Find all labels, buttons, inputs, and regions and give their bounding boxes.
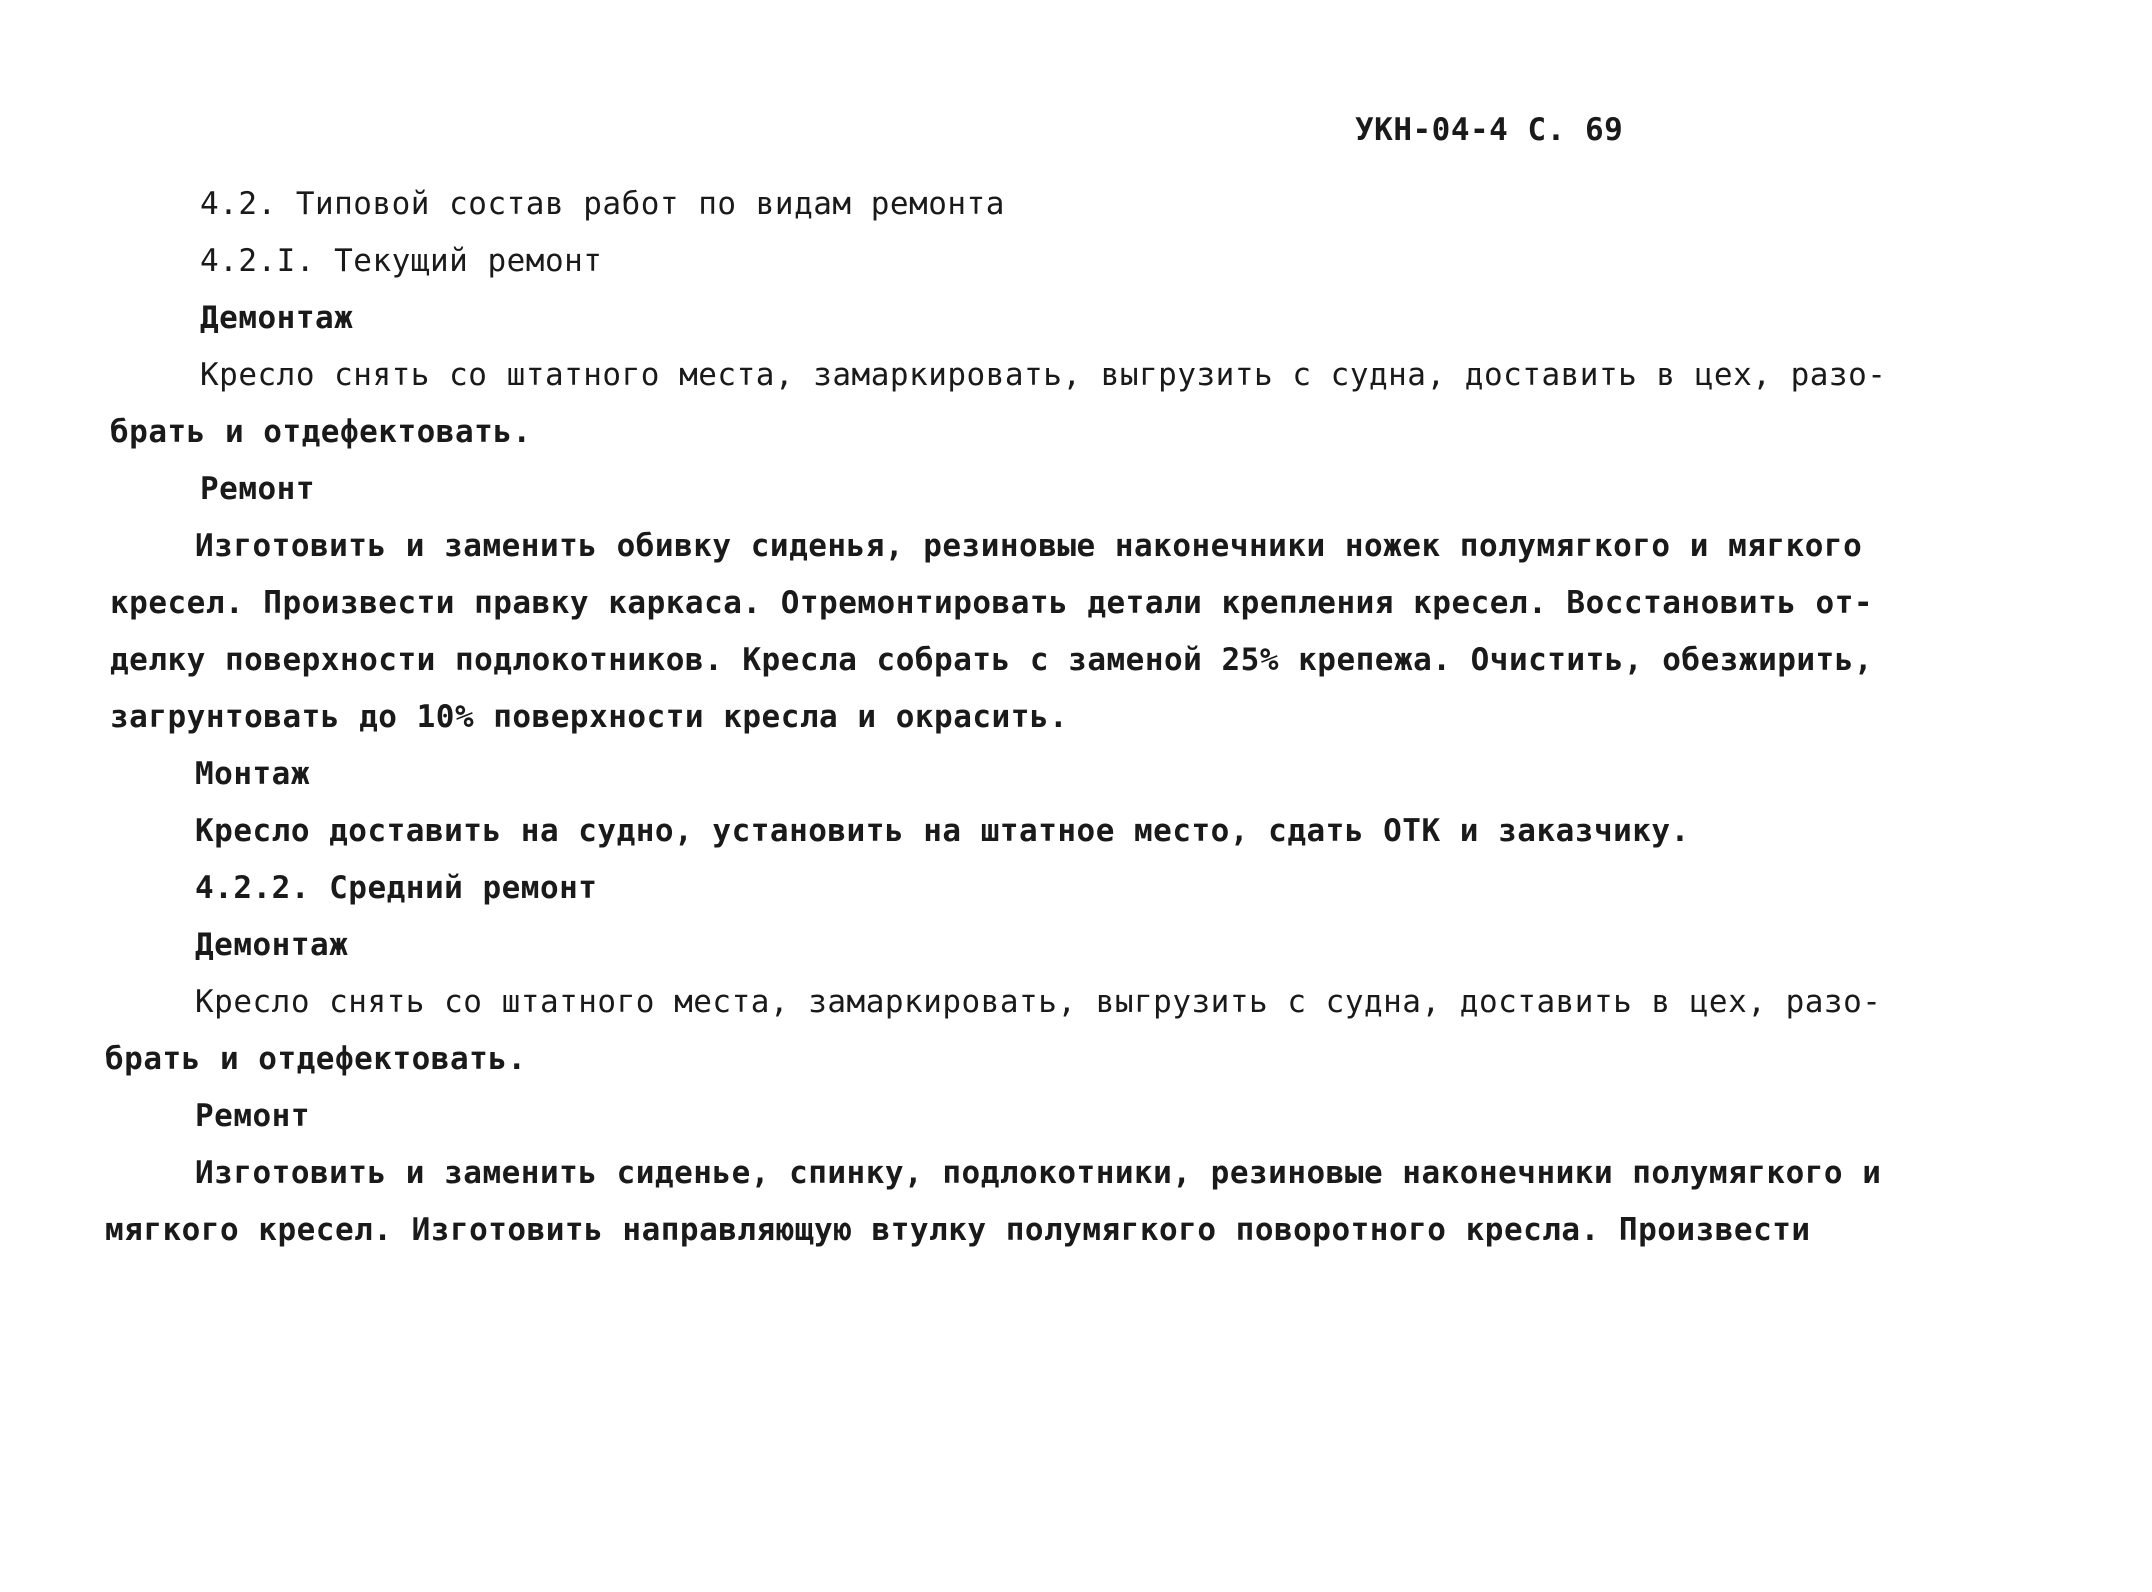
paragraph-line: мягкого кресел. Изготовить направляющую втулку полумягкого поворотного кресла. Произвести bbox=[105, 1212, 1811, 1248]
section-title: 4.2. Типовой состав работ по видам ремонта bbox=[200, 186, 1005, 222]
heading-repair: Ремонт bbox=[200, 471, 315, 507]
subsection-title-current: 4.2.I. Текущий ремонт bbox=[200, 243, 603, 279]
paragraph-line: брать и отдефектовать. bbox=[110, 414, 532, 450]
paragraph-line: делку поверхности подлокотников. Кресла собрать с заменой 25% крепежа. Очистить, обезжирить, bbox=[110, 642, 1874, 678]
heading-dismantling: Демонтаж bbox=[200, 300, 354, 336]
page-header-code: УКН-04-4 С. 69 bbox=[1355, 112, 1624, 148]
paragraph-line: Кресло доставить на судно, установить на штатное место, сдать ОТК и заказчику. bbox=[195, 813, 1690, 849]
subsection-title-medium: 4.2.2. Средний ремонт bbox=[195, 870, 598, 906]
paragraph-line: Изготовить и заменить сиденье, спинку, подлокотники, резиновые наконечники полумягкого и bbox=[195, 1155, 1882, 1191]
paragraph-line: Изготовить и заменить обивку сиденья, резиновые наконечники ножек полумягкого и мягкого bbox=[195, 528, 1863, 564]
paragraph-line: Кресло снять со штатного места, замаркировать, выгрузить с судна, доставить в цех, разо- bbox=[200, 357, 1887, 393]
heading-mounting: Монтаж bbox=[195, 756, 310, 792]
paragraph-line: брать и отдефектовать. bbox=[105, 1041, 527, 1077]
paragraph-line: Кресло снять со штатного места, замаркировать, выгрузить с судна, доставить в цех, разо- bbox=[195, 984, 1882, 1020]
heading-dismantling: Демонтаж bbox=[195, 927, 349, 963]
heading-repair: Ремонт bbox=[195, 1098, 310, 1134]
paragraph-line: загрунтовать до 10% поверхности кресла и окрасить. bbox=[110, 699, 1069, 735]
paragraph-line: кресел. Произвести правку каркаса. Отремонтировать детали крепления кресел. Восстановить от- bbox=[110, 585, 1874, 621]
